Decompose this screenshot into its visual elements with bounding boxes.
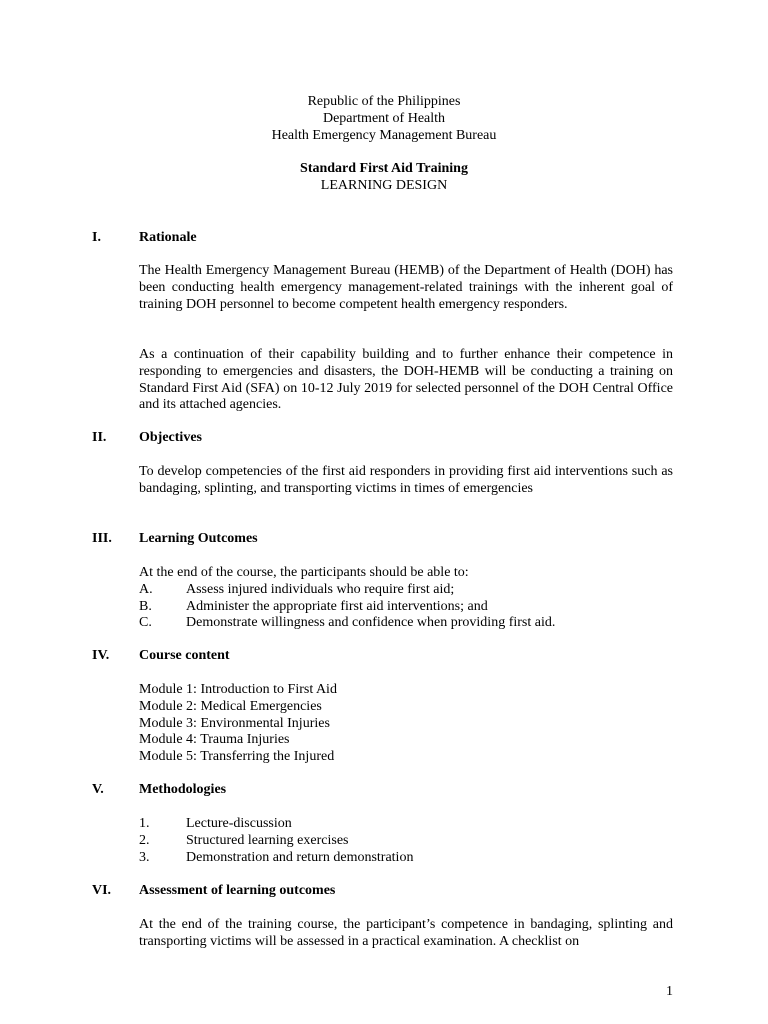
methodologies-body xyxy=(139,816,673,866)
header-bureau: Health Emergency Management Bureau xyxy=(271,127,497,143)
section-heading: Assessment of learning outcomes xyxy=(139,883,336,898)
section-heading: Learning Outcomes xyxy=(139,531,258,546)
module-item: Module 3: Environmental Injuries xyxy=(139,715,330,731)
document-subtitle: LEARNING DESIGN xyxy=(320,177,448,193)
section-number: III. xyxy=(92,531,112,546)
section-methodologies xyxy=(0,782,768,799)
header-country: Republic of the Philippines xyxy=(307,94,461,109)
assessment-body xyxy=(139,917,673,951)
rationale-body xyxy=(139,263,673,313)
section-number: II. xyxy=(92,430,107,445)
page-number: 1 xyxy=(666,984,673,999)
section-number: VI. xyxy=(92,883,112,898)
section-learning-outcomes xyxy=(0,531,768,548)
header-department: Department of Health xyxy=(322,110,446,126)
section-course-content xyxy=(0,648,768,665)
list-marker: 3. xyxy=(139,849,150,865)
section-rationale xyxy=(0,230,768,247)
list-item xyxy=(139,615,673,632)
learning-outcomes-body xyxy=(139,565,673,632)
list-text: Lecture-discussion xyxy=(186,816,292,831)
list-item xyxy=(139,582,673,599)
section-number: IV. xyxy=(92,648,110,663)
list-item xyxy=(139,599,673,616)
document-title: Standard First Aid Training xyxy=(300,161,468,177)
paragraph: To develop competencies of the first aid responders in providing first aid interventions such as bandaging, splinting, and transporting victims in times of emergencies xyxy=(139,464,673,496)
objectives-body xyxy=(139,464,673,498)
section-number: V. xyxy=(92,782,104,797)
intro-text: At the end of the course, the participants should be able to: xyxy=(139,565,469,580)
list-marker: B. xyxy=(139,598,152,614)
section-number: I. xyxy=(92,230,101,245)
list-marker: C. xyxy=(139,615,152,631)
list-item xyxy=(139,850,673,867)
list-text: Structured learning exercises xyxy=(186,832,349,848)
rationale-body-2 xyxy=(139,347,673,414)
list-item xyxy=(139,816,673,833)
section-heading: Rationale xyxy=(139,230,197,245)
module-item: Module 4: Trauma Injuries xyxy=(139,732,290,748)
paragraph: At the end of the training course, the participant’s competence in bandaging, splinting and transporting victims will be assessed in a practical examination. A checklist on xyxy=(139,917,673,949)
list-marker: 2. xyxy=(139,832,150,848)
section-assessment xyxy=(0,883,768,900)
list-text: Demonstrate willingness and confidence when providing first aid. xyxy=(186,615,556,631)
section-heading: Objectives xyxy=(139,430,202,445)
course-content-body xyxy=(139,682,673,766)
document-header xyxy=(0,94,768,195)
module-item: Module 5: Transferring the Injured xyxy=(139,749,335,765)
section-objectives xyxy=(0,430,768,447)
list-item xyxy=(139,833,673,850)
section-heading: Course content xyxy=(139,648,230,663)
list-text: Assess injured individuals who require first aid; xyxy=(186,581,455,597)
list-text: Demonstration and return demonstration xyxy=(186,849,414,865)
module-item: Module 1: Introduction to First Aid xyxy=(139,682,337,697)
list-marker: A. xyxy=(139,581,153,597)
list-text: Administer the appropriate first aid interventions; and xyxy=(186,598,488,614)
intro-line xyxy=(139,565,673,582)
list-marker: 1. xyxy=(139,816,150,831)
section-heading: Methodologies xyxy=(139,782,227,797)
paragraph: The Health Emergency Management Bureau (HEMB) of the Department of Health (DOH) has been conducting health emergency management-related trainings with the inherent goal of training DOH personnel to become competent health emergency responders. xyxy=(139,263,673,312)
module-item: Module 2: Medical Emergencies xyxy=(139,698,322,714)
paragraph: As a continuation of their capability building and to further enhance their competence in responding to emergencies and disasters, the DOH-HEMB will be conducting a training on Standard First Aid (SFA) on 10-12 July 2019 for selected personnel of the DOH Central Office and its attached agencies. xyxy=(139,347,673,413)
